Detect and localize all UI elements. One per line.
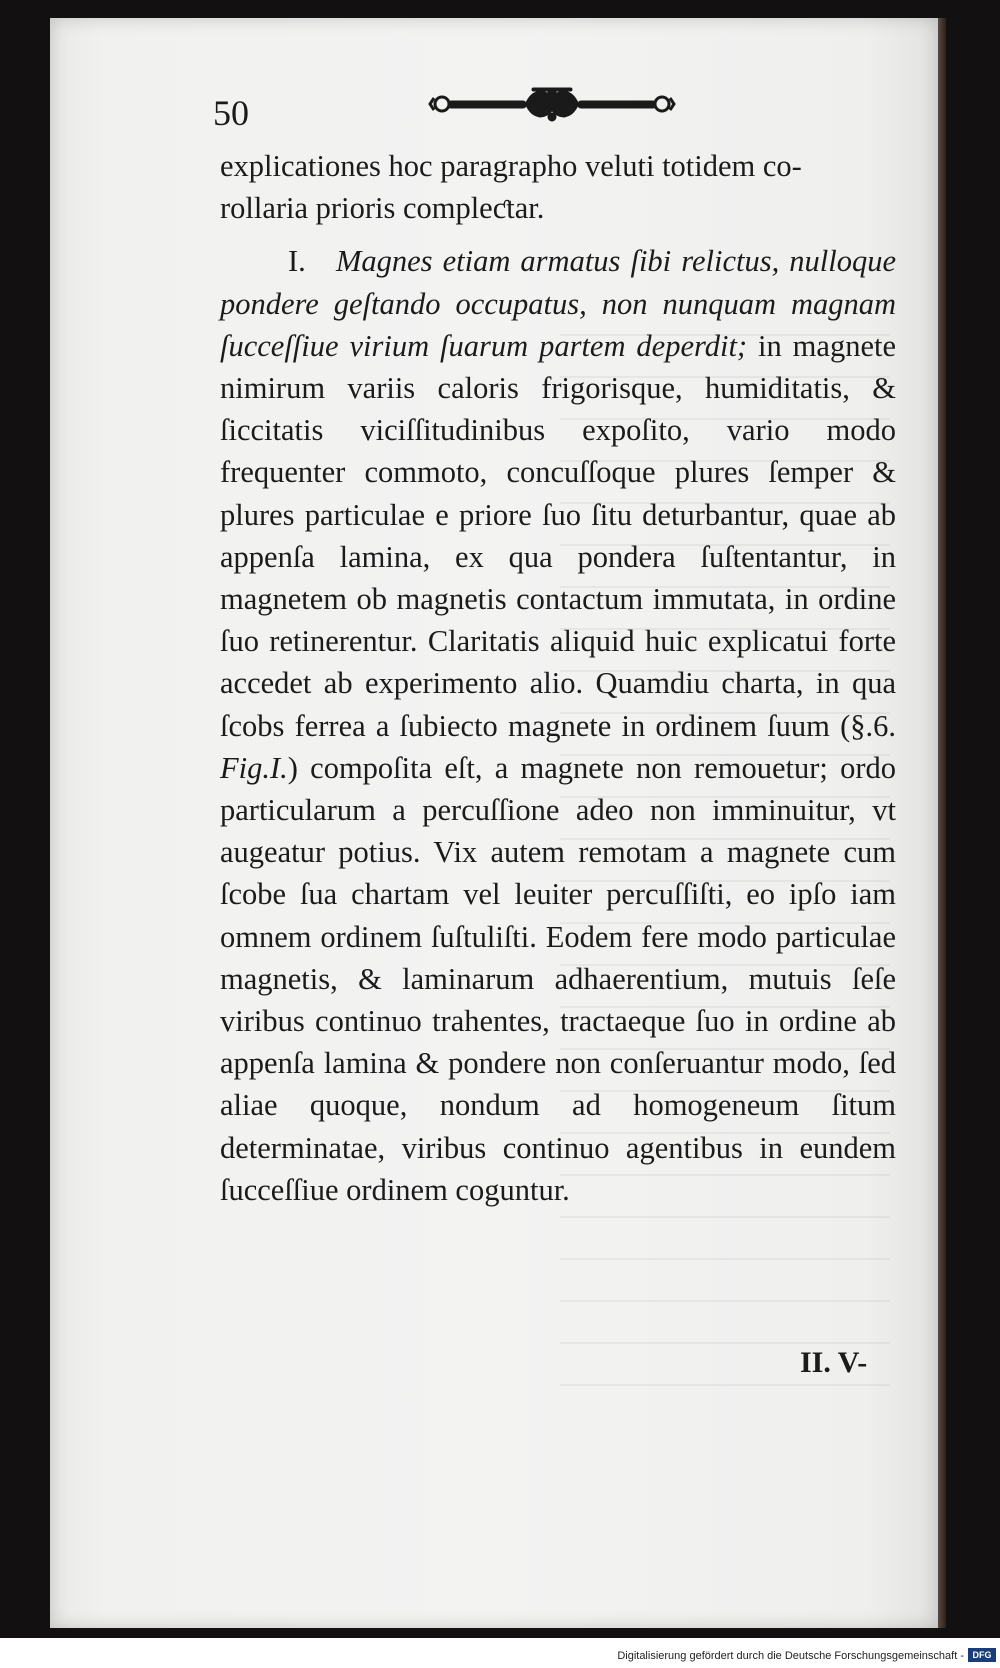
intro-line-2: rollaria prioris compleƈtar. — [220, 191, 545, 226]
page-number: 50 — [213, 93, 249, 133]
main-text — [220, 145, 896, 1211]
paragraph-numeral: I. — [288, 244, 306, 279]
paragraph-tail: ) compoſita eſt, a magnete non remouetur; ordo particularum a percuſſione adeo non imminuitur, vt augeatur potius. Vix autem remotam a magnete cum ſcobe ſua chartam vel leuiter percuſſiſti, eo ipſo iam omnem ordinem ſuſtuliſti. Eodem fere modo particulae magnetis, & laminarum adhaerentium, mutuis ſeſe viribus continuo trahentes, tractaeque ſuo in ordine ab appenſa lamina & pondere non conſeruantur modo, ſed aliae quoque, nondum ad homogeneum ſitum determinatae, viribus continuo agentibus in eundem ſucceſſiue ordinem coguntur. — [220, 750, 896, 1207]
figure-reference: Fig.I. — [220, 750, 288, 785]
dfg-logo-icon: DFG — [968, 1648, 996, 1662]
paragraph-one — [220, 240, 896, 1211]
printer-ornament-icon — [428, 84, 676, 124]
intro-line-1: explicationes hoc paragrapho veluti totidem co- — [220, 149, 802, 183]
catchword: II. V- — [800, 1346, 868, 1379]
book-spine-edge — [938, 18, 946, 1628]
digitization-credit: Digitalisierung gefördert durch die Deutsche Forschungsgemeinschaft - — [617, 1650, 964, 1662]
paragraph-body: in magnete nimirum variis caloris frigorisque, humiditatis, & ſiccitatis viciſſitudinibus expoſito, vario modo frequenter commoto, concuſſoque plures ſemper & plures particulae e priore ſuo ſitu deturbantur, quae ab appenſa lamina, ex qua pondera ſuſtentantur, in magnetem ob magnetis contactum immutata, in ordine ſuo retinerentur. Claritatis aliquid huic explicatui forte accedet ab experimento alio. Quamdiu charta, in qua ſcobs ferrea a ſubiecto magnete in ordinem ſuum (§.6. — [220, 328, 896, 743]
paragraph-italic-thesis: Magnes etiam armatus ſibi relictus, nulloque pondere geſtando occupatus, non nunquam magnam ſucceſſiue virium ſuarum partem deperdit; — [220, 244, 896, 363]
